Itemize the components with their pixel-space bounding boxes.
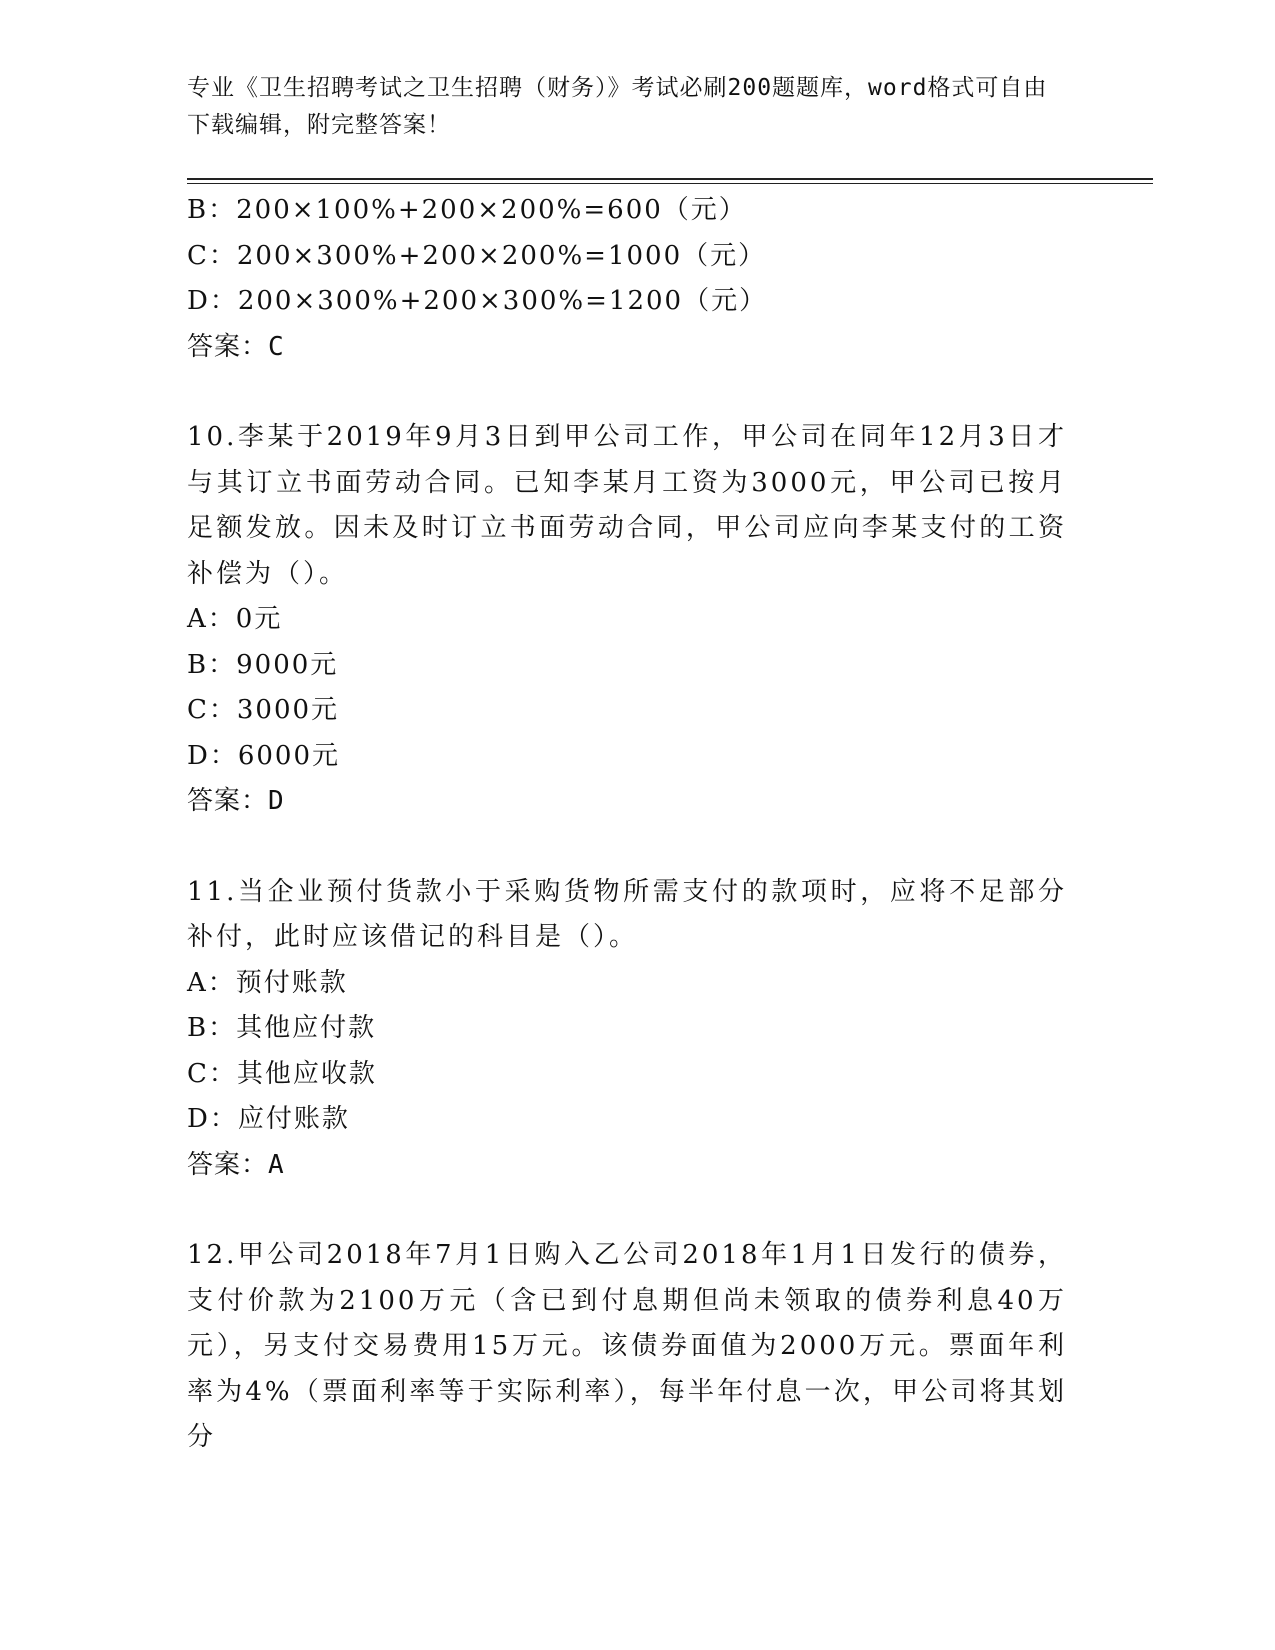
question-list — [187, 188, 1067, 1461]
answer-label: 答案： — [187, 1149, 269, 1180]
option-d: D：200×300%+200×300%=1200（元） — [187, 286, 768, 316]
question-stem: 10.李某于2019年9月3日到甲公司工作，甲公司在同年12月3日才与其订立书面劳动合同。已知李某月工资为3000元，甲公司已按月足额发放。因未及时订立书面劳动合同，甲公司应向李某支付的工资补偿为（）。 — [187, 422, 1067, 589]
answer-label: 答案： — [187, 331, 269, 362]
option-d: D：6000元 — [187, 740, 341, 771]
option-b: B：其他应付款 — [187, 1013, 377, 1043]
option-c: C：3000元 — [187, 695, 340, 725]
document-header — [187, 70, 1067, 144]
answer-line — [187, 779, 1067, 825]
answer-value: C — [268, 331, 285, 362]
answer-line — [187, 325, 1067, 371]
option-a: A：预付账款 — [187, 967, 348, 998]
question-11 — [187, 870, 1067, 1189]
option-c: C：其他应收款 — [187, 1058, 377, 1089]
option-c: C：200×300%+200×200%=1000（元） — [187, 240, 767, 271]
question-spacer — [187, 370, 1067, 415]
question-spacer — [187, 1188, 1067, 1233]
header-text: 专业《卫生招聘考试之卫生招聘（财务）》考试必刷200题题库，word格式可自由下载编辑，附完整答案！ — [187, 75, 1048, 138]
question-spacer — [187, 825, 1067, 870]
question-stem: 12.甲公司2018年7月1日购入乙公司2018年1月1日发行的债券，支付价款为2100万元（含已到付息期但尚未领取的债券利息40万元），另支付交易费用15万元。该债券面值为2000万元。票面年利率为4%（票面利率等于实际利率），每半年付息一次，甲公司将其划分 — [187, 1240, 1067, 1452]
question-12 — [187, 1233, 1067, 1461]
option-b: B：200×100%+200×200%=600（元） — [187, 195, 747, 225]
header-rule-thin — [187, 183, 1153, 184]
option-d: D：应付账款 — [187, 1104, 350, 1134]
answer-value: A — [268, 1149, 285, 1180]
question-10 — [187, 415, 1067, 825]
option-a: A：0元 — [187, 604, 283, 634]
option-b: B：9000元 — [187, 649, 339, 680]
answer-value: D — [268, 786, 285, 816]
question-stem: 11.当企业预付货款小于采购货物所需支付的款项时，应将不足部分补付，此时应该借记的科目是（）。 — [187, 876, 1067, 952]
question-9-tail — [187, 188, 1067, 370]
answer-line — [187, 1143, 1067, 1189]
answer-label: 答案： — [187, 786, 269, 816]
header-rule-thick — [187, 178, 1153, 180]
